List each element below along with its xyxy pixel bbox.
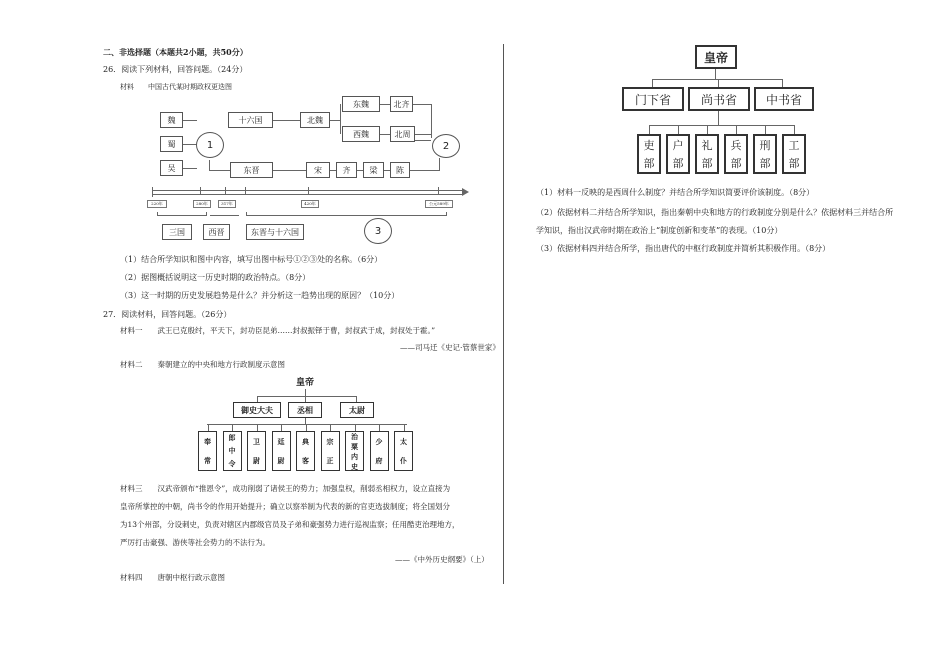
period-dongjin-sixteen: 东晋与十六国 xyxy=(246,224,304,240)
tang-ministry-char: 部 xyxy=(788,157,800,170)
tang-ministry-box xyxy=(782,134,806,174)
section-title: 二、非选择题（本题共2小题，共50分） xyxy=(103,47,248,57)
tang-ministry-box xyxy=(695,134,719,174)
qin-minister-char: 中 xyxy=(228,445,236,455)
tang-ministry-char: 部 xyxy=(643,157,655,170)
year-589: 公元589年 xyxy=(425,200,453,208)
tang-ministry-char: 兵 xyxy=(730,139,742,152)
circle-1: 1 xyxy=(196,132,224,158)
qin-minister-char: 卫 xyxy=(253,436,260,446)
qin-minister-char: 粟 xyxy=(351,442,358,451)
qin-minister-char: 常 xyxy=(204,455,211,465)
qin-minister-char: 郎 xyxy=(228,433,236,443)
q27-question-2-line-1: （2）依据材料二并结合所学知识，指出秦朝中央和地方的行政制度分别是什么？依据材料三并结合所 xyxy=(536,208,894,217)
column-divider xyxy=(503,44,504,584)
qin-official-chengxiang: 丞相 xyxy=(288,402,322,418)
tang-ministry-char: 刑 xyxy=(759,139,771,152)
liang-box: 梁 xyxy=(363,162,384,178)
qin-minister-box xyxy=(272,431,291,471)
tang-ministry-box xyxy=(724,134,748,174)
tang-province-menxia: 门下省 xyxy=(622,87,684,111)
q27-material-3-source: ——《中外历史纲要》（上） xyxy=(395,555,489,564)
qin-minister-char: 令 xyxy=(228,458,236,468)
chen-box: 陈 xyxy=(390,162,410,178)
qin-minister-char: 典 xyxy=(302,436,309,446)
qin-minister-char: 宗 xyxy=(326,436,334,446)
tang-ministry-char: 部 xyxy=(759,157,771,170)
sixteen-kingdoms-box: 十六国 xyxy=(228,112,273,128)
q27-question-3: （3）依据材料四并结合所学，指出唐代的中枢行政制度并简析其积极作用。（8分） xyxy=(536,244,831,253)
tang-ministry-char: 工 xyxy=(788,139,800,152)
q27-title: 27．阅读材料，回答问题。（26分） xyxy=(103,310,232,319)
q27-material-1-source: ——司马迁《史记·管蔡世家》 xyxy=(400,343,500,352)
beizhou-box: 北周 xyxy=(390,126,415,142)
qin-minister-box xyxy=(370,431,389,471)
qin-emperor: 皇帝 xyxy=(296,378,315,388)
period-sanguo: 三国 xyxy=(162,224,192,240)
dongwei-box: 东魏 xyxy=(342,96,380,112)
q26-question-3: （3）这一时期的历史发展趋势是什么？并分析这一趋势出现的原因？（10分） xyxy=(120,291,400,300)
qi-box: 齐 xyxy=(336,162,357,178)
year-280: 280年 xyxy=(193,200,211,208)
circle-2: 2 xyxy=(432,134,460,158)
dongjin-box: 东晋 xyxy=(230,162,273,178)
song-box: 宋 xyxy=(306,162,330,178)
q26-title: 26．阅读下列材料，回答问题。（24分） xyxy=(103,65,248,74)
q27-material-1: 材料一 武王已克殷纣，平天下，封功臣昆弟……封叔振铎于曹，封叔武于成，封叔处于霍。” xyxy=(120,326,436,335)
wei-box: 魏 xyxy=(160,112,183,128)
qin-minister-box xyxy=(223,431,242,471)
q27-question-1: （1）材料一反映的是西周什么制度？并结合所学知识简要评价该制度。（8分） xyxy=(536,188,815,197)
qin-official-yushidafu: 御史大夫 xyxy=(233,402,281,418)
qin-minister-box xyxy=(321,431,340,471)
tang-ministry-char: 户 xyxy=(672,139,684,152)
q27-question-2-line-2: 学知识，指出汉武帝时期在政治上“制度创新和变革”的表现。（10分） xyxy=(536,226,783,235)
q27-material-3-line-4: 严厉打击豪强、游侠等社会势力的不法行为。 xyxy=(120,538,270,547)
qin-minister-char: 府 xyxy=(375,455,383,465)
beiwei-box: 北魏 xyxy=(300,112,330,128)
period-xijin: 西晋 xyxy=(203,224,230,240)
qin-minister-char: 尉 xyxy=(253,455,260,465)
qin-minister-box xyxy=(247,431,266,471)
qin-minister-char: 治 xyxy=(351,432,358,441)
tang-province-shangshu: 尚书省 xyxy=(688,87,750,111)
tang-ministry-char: 部 xyxy=(730,157,742,170)
qin-minister-char: 少 xyxy=(375,436,383,446)
qin-minister-char: 史 xyxy=(351,462,358,471)
q26-question-2: （2）据图概括说明这一历史时期的政治特点。（8分） xyxy=(120,273,311,282)
q26-question-1: （1）结合所学知识和图中内容，填写出图中标号①②③处的名称。（6分） xyxy=(120,255,383,264)
xiwei-box: 西魏 xyxy=(342,126,380,142)
qin-minister-char: 内 xyxy=(351,452,358,461)
tang-ministry-char: 礼 xyxy=(701,139,713,152)
year-317: 317年 xyxy=(218,200,236,208)
q26-material-label: 材料 中国古代某时期政权更迭图 xyxy=(120,83,232,91)
year-220: 220年 xyxy=(147,200,167,208)
tang-ministry-box xyxy=(637,134,661,174)
tang-ministry-char: 部 xyxy=(672,157,684,170)
q27-material-3-line-3: 为13个州部，分设刺史，负责对辖区内郡级官员及子弟和豪强势力进行巡视监察；任用酷吏治理地方， xyxy=(120,520,460,529)
beiqi-box: 北齐 xyxy=(390,96,413,112)
wu-box: 吴 xyxy=(160,160,183,176)
timeline-arrow-icon xyxy=(462,188,469,196)
qin-minister-box xyxy=(296,431,315,471)
q27-material-2-label: 材料二 秦朝建立的中央和地方行政制度示意图 xyxy=(120,360,285,369)
q27-material-4-label: 材料四 唐朝中枢行政示意图 xyxy=(120,573,225,582)
q27-material-3-line-2: 皇帝所掌控的中朝，尚书令的作用开始提升；确立以察举制为代表的新的官吏选拔制度；将全国划分 xyxy=(120,502,450,511)
qin-minister-char: 尉 xyxy=(277,455,285,465)
qin-minister-box xyxy=(394,431,413,471)
qin-official-taiwei: 太尉 xyxy=(340,402,374,418)
qin-minister-char: 廷 xyxy=(277,436,285,446)
circle-3: 3 xyxy=(364,218,392,244)
qin-minister-char: 正 xyxy=(326,455,334,465)
qin-minister-char: 仆 xyxy=(400,455,407,465)
tang-ministry-box xyxy=(753,134,777,174)
qin-minister-box xyxy=(198,431,217,471)
shu-box: 蜀 xyxy=(160,136,183,152)
tang-ministry-box xyxy=(666,134,690,174)
qin-minister-char: 奉 xyxy=(204,436,211,446)
tang-ministry-char: 部 xyxy=(701,157,713,170)
year-420: 420年 xyxy=(301,200,319,208)
qin-minister-box xyxy=(345,431,364,471)
qin-minister-char: 客 xyxy=(302,455,309,465)
tang-emperor: 皇帝 xyxy=(695,45,737,69)
qin-minister-char: 太 xyxy=(400,436,407,446)
tang-ministry-char: 吏 xyxy=(643,139,655,152)
q27-material-3-line-1: 材料三 汉武帝颁布“推恩令”，成功削弱了诸侯王的势力；加强皇权，削弱丞相权力，设立直接为 xyxy=(120,484,451,493)
tang-province-zhongshu: 中书省 xyxy=(754,87,814,111)
